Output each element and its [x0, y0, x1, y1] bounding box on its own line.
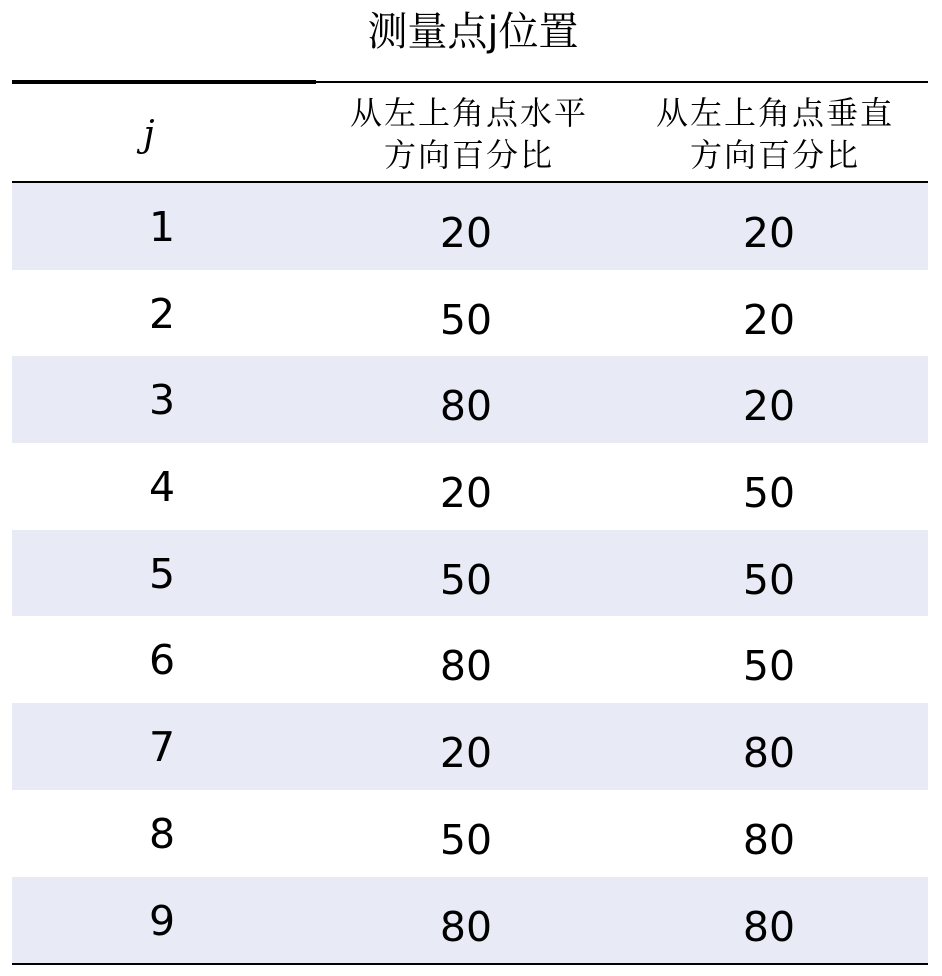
- cell-vertical: 50: [742, 469, 796, 518]
- header-cell-vertical: [622, 84, 928, 180]
- cell-j: 8: [148, 809, 176, 858]
- cell-j: 2: [148, 289, 176, 338]
- table-row: [12, 703, 928, 790]
- cell-j: 5: [148, 549, 176, 598]
- cell-horizontal: 80: [439, 902, 493, 951]
- header-cell-j: [12, 84, 316, 180]
- cell-vertical: 80: [742, 902, 796, 951]
- header-label-vertical: 从左上角点垂直方向百分比: [655, 94, 894, 174]
- cell-j: 1: [148, 203, 176, 251]
- cell-j: 7: [148, 723, 176, 772]
- table-header: [12, 84, 928, 180]
- cell-vertical: 80: [742, 815, 796, 864]
- cell-j: 9: [148, 896, 176, 945]
- cell-vertical: 50: [742, 555, 796, 604]
- cell-vertical: 80: [742, 729, 796, 778]
- top-rule-thin: [316, 81, 928, 83]
- cell-horizontal: 20: [439, 469, 493, 518]
- table-row: [12, 270, 928, 357]
- cell-horizontal: 80: [439, 382, 493, 431]
- table-body: [12, 183, 928, 963]
- bottom-rule: [12, 963, 928, 965]
- header-label-j: j: [143, 113, 155, 155]
- cell-horizontal: 50: [439, 555, 493, 604]
- cell-vertical: 50: [742, 642, 796, 691]
- cell-vertical: 20: [742, 295, 796, 344]
- cell-j: 3: [148, 376, 176, 425]
- table-row: [12, 356, 928, 443]
- table-row: [12, 790, 928, 877]
- header-cell-horizontal: [316, 84, 622, 180]
- cell-j: 6: [148, 636, 176, 685]
- header-label-horizontal: 从左上角点水平方向百分比: [349, 94, 588, 174]
- cell-vertical: 20: [742, 209, 796, 257]
- table-row: [12, 530, 928, 617]
- cell-horizontal: 50: [439, 295, 493, 344]
- table-title: 测量点j位置: [367, 9, 579, 55]
- cell-horizontal: 20: [439, 209, 493, 257]
- cell-vertical: 20: [742, 382, 796, 431]
- table-row: [12, 183, 928, 270]
- table-row: [12, 877, 928, 964]
- cell-horizontal: 80: [439, 642, 493, 691]
- cell-j: 4: [148, 463, 176, 512]
- table-row: [12, 443, 928, 530]
- cell-horizontal: 50: [439, 815, 493, 864]
- cell-horizontal: 20: [439, 729, 493, 778]
- table-row: [12, 616, 928, 703]
